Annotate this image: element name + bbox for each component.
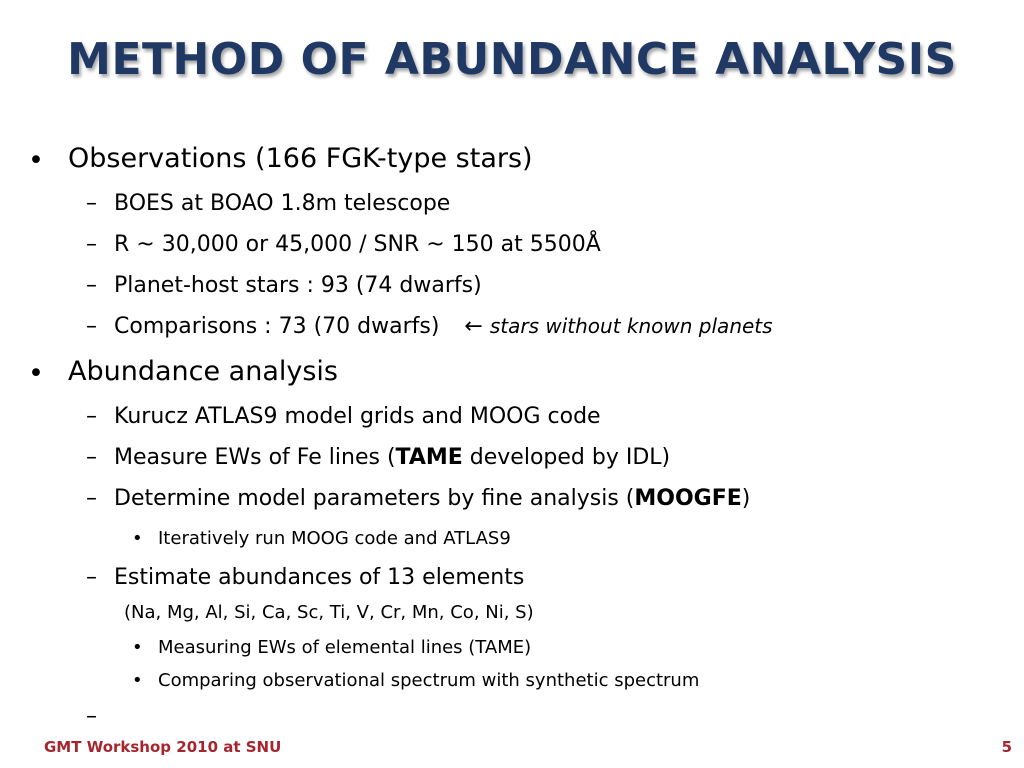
- elements-list: (Na, Mg, Al, Si, Ca, Sc, Ti, V, Cr, Mn, Co, Ni, S): [124, 602, 534, 623]
- dash-marker: –: [86, 486, 97, 511]
- sub-bullet-dot: •: [132, 670, 143, 691]
- dash-marker: –: [86, 445, 97, 470]
- comparisons-text: Comparisons : 73 (70 dwarfs): [114, 314, 440, 339]
- dash-marker: –: [86, 191, 97, 216]
- observations-item-2: R ~ 30,000 or 45,000 / SNR ~ 150 at 5500Å: [114, 232, 601, 257]
- item2-text-post: developed by IDL): [462, 445, 671, 470]
- bullet-dot: •: [28, 145, 44, 176]
- item3-text-post: ): [741, 486, 751, 511]
- item2-text-pre: Measure EWs of Fe lines (: [114, 445, 396, 470]
- dash-marker-empty: –: [86, 704, 97, 729]
- abundance-item-1: Kurucz ATLAS9 model grids and MOOG code: [114, 404, 601, 429]
- dash-marker: –: [86, 565, 97, 590]
- abundance-item-4-sub-1: Measuring EWs of elemental lines (TAME): [158, 637, 532, 658]
- bullet-dot: •: [28, 358, 44, 389]
- page-number: 5: [1001, 738, 1012, 756]
- observations-item-1: BOES at BOAO 1.8m telescope: [114, 191, 451, 216]
- abundance-item-3: [114, 486, 750, 511]
- abundance-item-3-sub: Iteratively run MOOG code and ATLAS9: [158, 528, 511, 549]
- observations-item-4: [114, 314, 773, 339]
- abundance-item-2: [114, 445, 670, 470]
- item3-text-pre: Determine model parameters by fine analysis (: [114, 486, 635, 511]
- abundance-item-4: Estimate abundances of 13 elements: [114, 565, 525, 590]
- dash-marker: –: [86, 273, 97, 298]
- sub-bullet-dot: •: [132, 637, 143, 658]
- dash-marker: –: [86, 314, 97, 339]
- moogfe-bold: MOOGFE: [634, 486, 742, 511]
- dash-marker: –: [86, 232, 97, 257]
- observations-heading: Observations (166 FGK-type stars): [68, 143, 533, 174]
- footer-title: GMT Workshop 2010 at SNU: [44, 738, 282, 756]
- slide-title: METHOD OF ABUNDANCE ANALYSIS: [67, 34, 957, 85]
- dash-marker: –: [86, 404, 97, 429]
- abundance-item-4-sub-2: Comparing observational spectrum with synthetic spectrum: [158, 670, 700, 691]
- left-arrow-icon: ←: [464, 314, 483, 339]
- comparison-note: stars without known planets: [489, 314, 773, 338]
- abundance-heading: Abundance analysis: [68, 356, 338, 387]
- observations-item-3: Planet-host stars : 93 (74 dwarfs): [114, 273, 482, 298]
- sub-bullet-dot: •: [132, 528, 143, 549]
- tame-bold: TAME: [395, 445, 463, 470]
